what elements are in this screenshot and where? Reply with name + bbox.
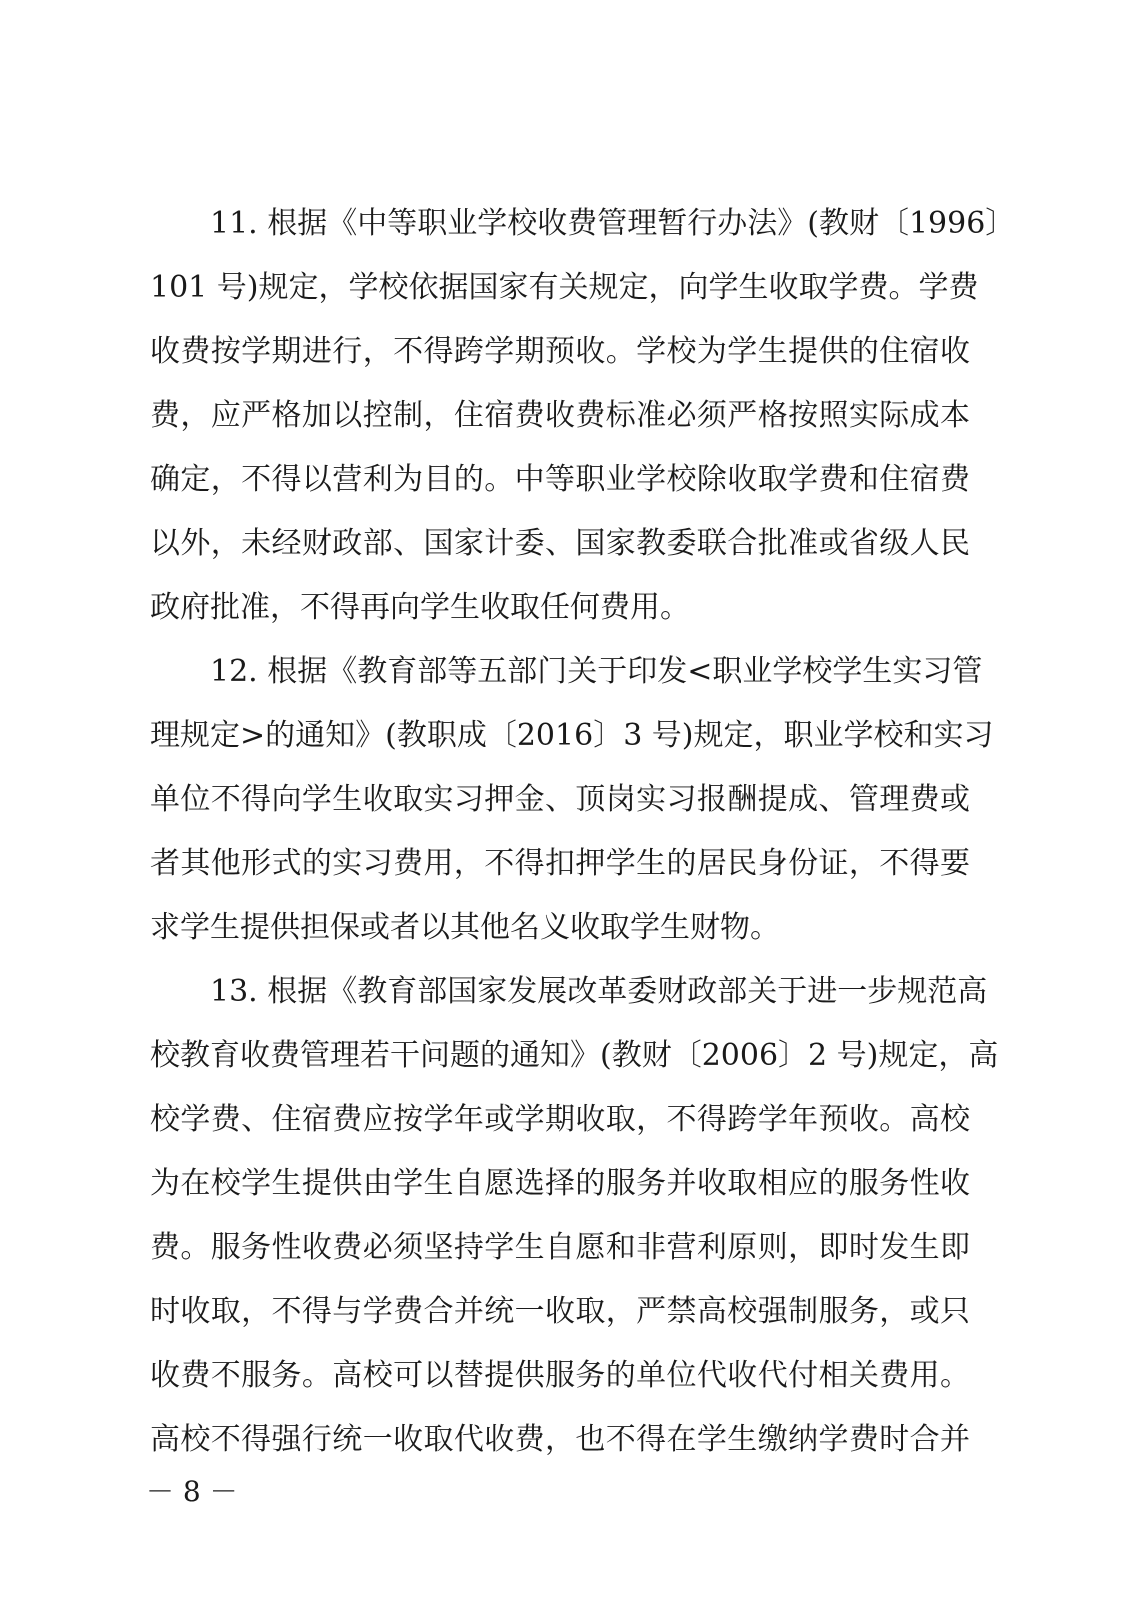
paragraph-12-line-5: 求学生提供担保或者以其他名义收取学生财物。 bbox=[150, 910, 780, 945]
paragraph-13-line-3: 校学费、住宿费应按学年或学期收取，不得跨学年预收。高校 bbox=[150, 1102, 970, 1137]
paragraph-11-line-3: 收费按学期进行，不得跨学期预收。学校为学生提供的住宿收 bbox=[150, 334, 970, 369]
paragraph-11-line-4: 费，应严格加以控制，住宿费收费标准必须严格按照实际成本 bbox=[150, 398, 970, 433]
paragraph-12-line-4: 者其他形式的实习费用，不得扣押学生的居民身份证，不得要 bbox=[150, 846, 970, 881]
paragraph-12-line-2: 理规定>的通知》(教职成〔2016〕3 号)规定，职业学校和实习 bbox=[150, 718, 994, 753]
paragraph-13-line-5: 费。服务性收费必须坚持学生自愿和非营利原则，即时发生即 bbox=[150, 1230, 970, 1265]
paragraph-12-line-3: 单位不得向学生收取实习押金、顶岗实习报酬提成、管理费或 bbox=[150, 782, 970, 817]
paragraph-13-line-4: 为在校学生提供由学生自愿选择的服务并收取相应的服务性收 bbox=[150, 1166, 970, 1201]
paragraph-13-line-7: 收费不服务。高校可以替提供服务的单位代收代付相关费用。 bbox=[150, 1358, 970, 1393]
paragraph-13-line-8: 高校不得强行统一收取代收费，也不得在学生缴纳学费时合并 bbox=[150, 1422, 970, 1457]
paragraph-11-line-7: 政府批准，不得再向学生收取任何费用。 bbox=[150, 590, 690, 625]
paragraph-11-line-2: 101 号)规定，学校依据国家有关规定，向学生收取学费。学费 bbox=[150, 270, 979, 305]
paragraph-11-line-6: 以外，未经财政部、国家计委、国家教委联合批准或省级人民 bbox=[150, 526, 970, 561]
paragraph-11-line-5: 确定，不得以营利为目的。中等职业学校除收取学费和住宿费 bbox=[150, 462, 970, 497]
paragraph-13-line-1: 13. 根据《教育部国家发展改革委财政部关于进一步规范高 bbox=[210, 974, 988, 1009]
page-number: － 8 － bbox=[146, 1475, 238, 1508]
paragraph-13-line-6: 时收取，不得与学费合并统一收取，严禁高校强制服务，或只 bbox=[150, 1294, 970, 1329]
paragraph-12-line-1: 12. 根据《教育部等五部门关于印发<职业学校学生实习管 bbox=[210, 654, 983, 689]
paragraph-13-line-2: 校教育收费管理若干问题的通知》(教财〔2006〕2 号)规定，高 bbox=[150, 1038, 999, 1073]
paragraph-11-line-1: 11. 根据《中等职业学校收费管理暂行办法》(教财〔1996〕 bbox=[210, 206, 1016, 241]
